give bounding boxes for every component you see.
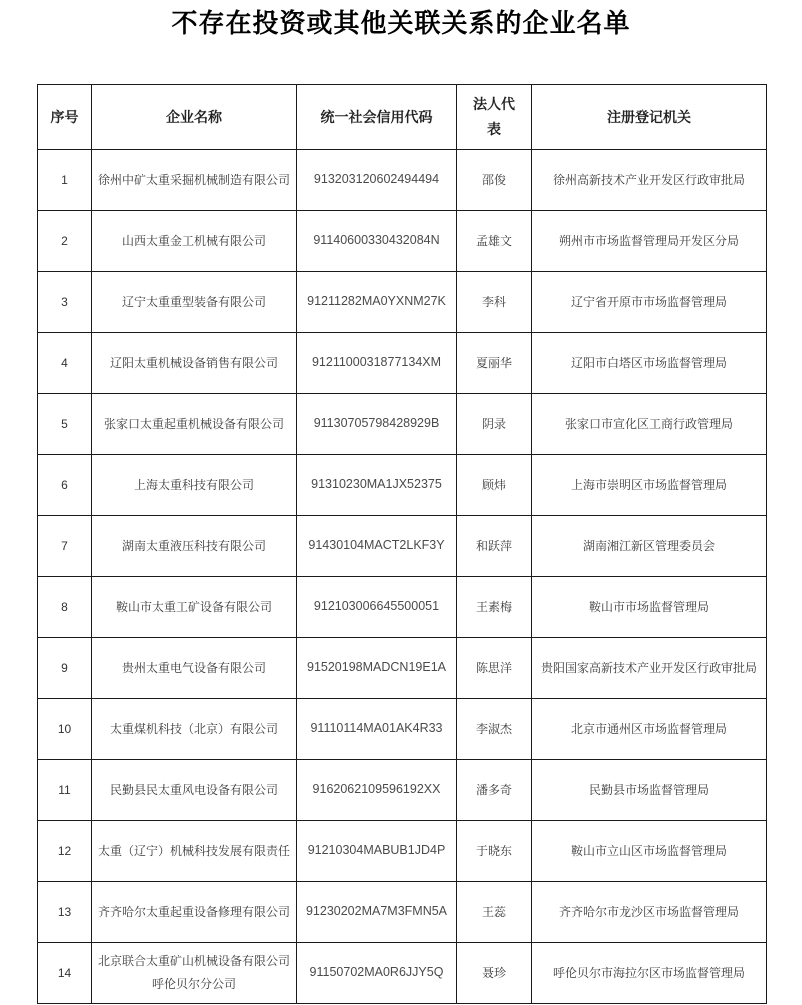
- cell-credit-code: 91110114MA01AK4R33: [297, 699, 457, 760]
- cell-company-name: 辽宁太重重型装备有限公司: [92, 272, 297, 333]
- cell-index: 5: [38, 394, 92, 455]
- cell-legal-rep: 邵俊: [457, 150, 532, 211]
- page-title: 不存在投资或其他关联关系的企业名单: [171, 8, 631, 38]
- cell-credit-code: 912103006645500051: [297, 577, 457, 638]
- column-header-credit-code: 统一社会信用代码: [297, 85, 457, 150]
- cell-authority: 辽阳市白塔区市场监督管理局: [532, 333, 767, 394]
- column-header-index: 序号: [38, 85, 92, 150]
- cell-company-name: 辽阳太重机械设备销售有限公司: [92, 333, 297, 394]
- table-row: [38, 577, 767, 638]
- cell-authority: 贵阳国家高新技术产业开发区行政审批局: [532, 638, 767, 699]
- cell-company-name: 张家口太重起重机械设备有限公司: [92, 394, 297, 455]
- cell-index: 10: [38, 699, 92, 760]
- cell-credit-code: 91310230MA1JX52375: [297, 455, 457, 516]
- cell-legal-rep: 夏丽华: [457, 333, 532, 394]
- cell-company-name: 民勤县民太重风电设备有限公司: [92, 760, 297, 821]
- cell-company-name: 山西太重金工机械有限公司: [92, 211, 297, 272]
- cell-index: 9: [38, 638, 92, 699]
- table-header-row: [38, 85, 767, 150]
- cell-legal-rep: 和跃萍: [457, 516, 532, 577]
- cell-company-name: 贵州太重电气设备有限公司: [92, 638, 297, 699]
- cell-credit-code: 91211282MA0YXNM27K: [297, 272, 457, 333]
- cell-index: 7: [38, 516, 92, 577]
- cell-company-name: 鞍山市太重工矿设备有限公司: [92, 577, 297, 638]
- cell-legal-rep: 于晓东: [457, 821, 532, 882]
- cell-credit-code: 91520198MADCN19E1A: [297, 638, 457, 699]
- cell-credit-code: 91130705798428929B: [297, 394, 457, 455]
- table-row: [38, 333, 767, 394]
- column-header-authority: 注册登记机关: [532, 85, 767, 150]
- column-header-legal-rep: 法人代表: [457, 85, 532, 150]
- cell-authority: 北京市通州区市场监督管理局: [532, 699, 767, 760]
- cell-index: 11: [38, 760, 92, 821]
- cell-authority: 徐州高新技术产业开发区行政审批局: [532, 150, 767, 211]
- cell-company-name: 上海太重科技有限公司: [92, 455, 297, 516]
- cell-credit-code: 91140600330432084N: [297, 211, 457, 272]
- cell-authority: 齐齐哈尔市龙沙区市场监督管理局: [532, 882, 767, 943]
- table-row: [38, 638, 767, 699]
- cell-credit-code: 913203120602494494: [297, 150, 457, 211]
- table-body: [38, 150, 767, 1004]
- cell-legal-rep: 陈思洋: [457, 638, 532, 699]
- cell-index: 12: [38, 821, 92, 882]
- cell-company-name: 北京联合太重矿山机械设备有限公司呼伦贝尔分公司: [92, 943, 297, 1004]
- cell-authority: 辽宁省开原市市场监督管理局: [532, 272, 767, 333]
- table-row: [38, 211, 767, 272]
- cell-index: 14: [38, 943, 92, 1004]
- cell-company-name: 太重煤机科技（北京）有限公司: [92, 699, 297, 760]
- table-row: [38, 394, 767, 455]
- column-header-company: 企业名称: [92, 85, 297, 150]
- cell-credit-code: 91150702MA0R6JJY5Q: [297, 943, 457, 1004]
- cell-index: 6: [38, 455, 92, 516]
- cell-index: 1: [38, 150, 92, 211]
- cell-legal-rep: 潘多奇: [457, 760, 532, 821]
- table-row: [38, 943, 767, 1004]
- cell-index: 4: [38, 333, 92, 394]
- cell-legal-rep: 李淑杰: [457, 699, 532, 760]
- cell-authority: 鞍山市立山区市场监督管理局: [532, 821, 767, 882]
- cell-authority: 湖南湘江新区管理委员会: [532, 516, 767, 577]
- table-row: [38, 272, 767, 333]
- cell-index: 13: [38, 882, 92, 943]
- cell-legal-rep: 顾炜: [457, 455, 532, 516]
- table-row: [38, 760, 767, 821]
- cell-credit-code: 91230202MA7M3FMN5A: [297, 882, 457, 943]
- cell-authority: 朔州市市场监督管理局开发区分局: [532, 211, 767, 272]
- cell-legal-rep: 王素梅: [457, 577, 532, 638]
- cell-authority: 张家口市宣化区工商行政管理局: [532, 394, 767, 455]
- cell-index: 2: [38, 211, 92, 272]
- cell-index: 8: [38, 577, 92, 638]
- cell-credit-code: 91430104MACT2LKF3Y: [297, 516, 457, 577]
- cell-company-name: 湖南太重液压科技有限公司: [92, 516, 297, 577]
- cell-legal-rep: 孟雄文: [457, 211, 532, 272]
- cell-legal-rep: 聂珍: [457, 943, 532, 1004]
- table-row: [38, 150, 767, 211]
- table-row: [38, 821, 767, 882]
- table-row: [38, 516, 767, 577]
- cell-legal-rep: 王蕊: [457, 882, 532, 943]
- cell-index: 3: [38, 272, 92, 333]
- company-table: [37, 84, 767, 1004]
- cell-credit-code: 9162062109596192XX: [297, 760, 457, 821]
- table-row: [38, 455, 767, 516]
- cell-authority: 上海市崇明区市场监督管理局: [532, 455, 767, 516]
- cell-company-name: 徐州中矿太重采掘机械制造有限公司: [92, 150, 297, 211]
- cell-authority: 民勤县市场监督管理局: [532, 760, 767, 821]
- cell-authority: 呼伦贝尔市海拉尔区市场监督管理局: [532, 943, 767, 1004]
- table-row: [38, 882, 767, 943]
- cell-credit-code: 9121100031877134XM: [297, 333, 457, 394]
- cell-legal-rep: 李科: [457, 272, 532, 333]
- cell-authority: 鞍山市市场监督管理局: [532, 577, 767, 638]
- cell-company-name: 齐齐哈尔太重起重设备修理有限公司: [92, 882, 297, 943]
- cell-legal-rep: 阴录: [457, 394, 532, 455]
- table-row: [38, 699, 767, 760]
- cell-company-name: 太重（辽宁）机械科技发展有限责任: [92, 821, 297, 882]
- cell-credit-code: 91210304MABUB1JD4P: [297, 821, 457, 882]
